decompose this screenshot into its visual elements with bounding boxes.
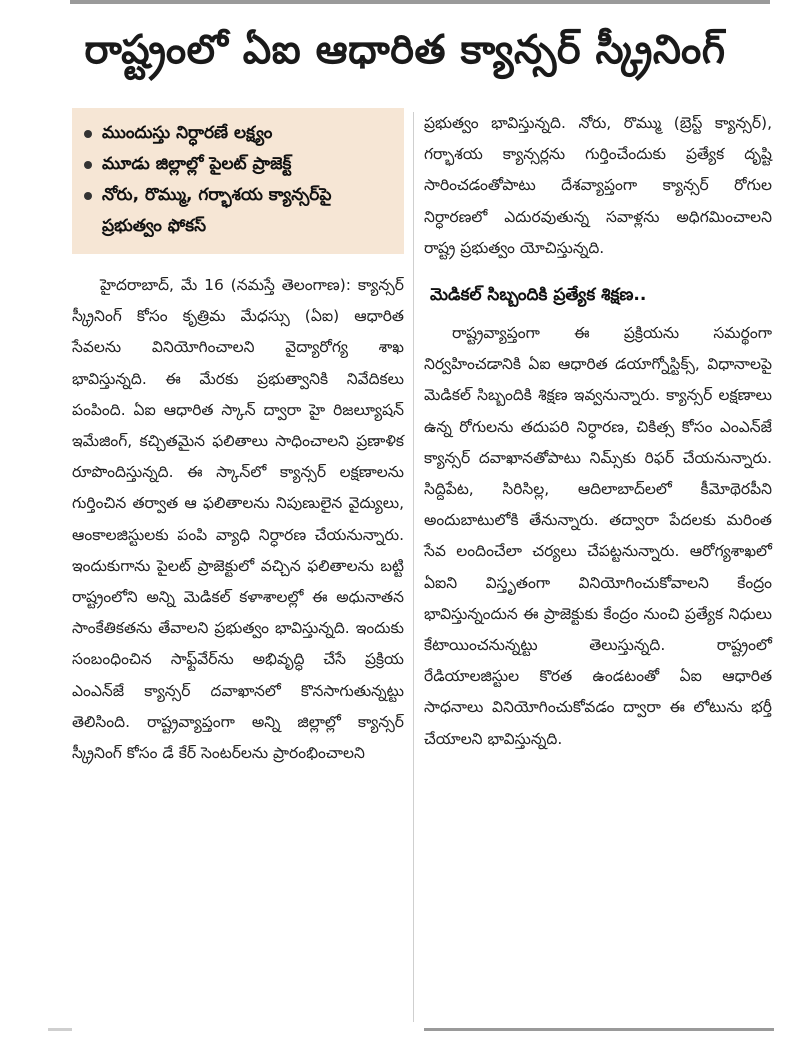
bullet-icon [84, 192, 92, 200]
highlight-text: నోరు, రొమ్ము, గర్భాశయ క్యాన్సర్‌పై ప్రభుత్వం ఫోకస్ [102, 185, 332, 236]
highlights-box [72, 108, 404, 254]
bottom-rule-right [424, 1028, 774, 1031]
subheading: మెడికల్ సిబ్బందికి ప్రత్యేక శిక్షణ.. [430, 285, 647, 306]
column-divider [413, 112, 414, 1022]
right-column [424, 108, 772, 755]
article-body-right-2: రాష్ట్రవ్యాప్తంగా ఈ ప్రక్రియను సమర్థంగా నిర్వహించడానికి ఏఐ ఆధారిత డయాగ్నోస్టిక్స్, విధానాలపై మెడికల్ సిబ్బందికి శిక్షణ ఇవ్వనున్నారు. క్యాన్సర్ లక్షణాలు ఉన్న రోగులను తదుపరి నిర్ధారణ, చికిత్స కోసం ఎంఎన్‌జే క్యాన్సర్ దవాఖానతోపాటు నిమ్స్‌కు రిఫర్ చేయనున్నారు. సిద్దిపేట, సిరిసిల్ల, ఆదిలాబాద్‌లలో కీమోథెరపీని అందుబాటులోకి తేనున్నారు. తద్వారా పేదలకు మరింత సేవ లందించేలా చర్యలు చేపట్టనున్నారు. ఆరోగ్యశాఖలో ఏఐని విస్తృతంగా వినియోగించుకోవాలని కేంద్రం భావిస్తున్నందున ఈ ప్రాజెక్టుకు కేంద్రం నుంచి ప్రత్యేక నిధులు కేటాయించనున్నట్టు తెలుస్తున్నది. రాష్ట్రంలో రేడియాలజిస్టుల కొరత ఉండటంతో ఏఐ ఆధారిత సాధనాలు వినియోగించుకోవడం ద్వారా ఈ లోటును భర్తీ చేయాలని భావిస్తున్నది. [424, 324, 772, 748]
highlight-item [84, 118, 396, 149]
bullet-icon [84, 161, 92, 169]
top-rule [70, 0, 770, 4]
bullet-icon [84, 130, 92, 138]
bottom-rule-left [48, 1028, 72, 1031]
highlight-text: ముందుస్తు నిర్ధారణే లక్ష్యం [102, 123, 273, 143]
article-body-right-1: ప్రభుత్వం భావిస్తున్నది. నోరు, రొమ్ము (బ్రెస్ట్ క్యాన్సర్), గర్భాశయ క్యాన్సర్లను గుర్తించేందుకు ప్రత్యేక దృష్టి సారించడంతోపాటు దేశవ్యాప్తంగా క్యాన్సర్ రోగుల నిర్ధారణలో ఎదురవుతున్న సవాళ్లను అధిగమించాలని రాష్ట్ర ప్రభుత్వం యోచిస్తున్నది. [424, 114, 772, 257]
highlight-text: మూడు జిల్లాల్లో పైలట్ ప్రాజెక్ట్ [102, 154, 292, 174]
highlight-item [84, 180, 396, 242]
article-body-left: హైదరాబాద్, మే 16 (నమస్తే తెలంగాణ): క్యాన్సర్ స్క్రీనింగ్ కోసం కృత్రిమ మేధస్సు (ఏఐ) ఆధారిత సేవలను వినియోగించాలని వైద్యారోగ్య శాఖ భావిస్తున్నది. ఈ మేరకు ప్రభుత్వానికి నివేదికలు పంపింది. ఏఐ ఆధారిత స్కాన్ ద్వారా హై రిజల్యూషన్ ఇమేజింగ్, కచ్చితమైన ఫలితాలు సాధించాలని ప్రణాళిక రూపొందిస్తున్నది. ఈ స్కాన్‌లో క్యాన్సర్ లక్షణాలను గుర్తించిన తర్వాత ఆ ఫలితాలను నిపుణులైన వైద్యులు, ఆంకాలజిస్టులకు పంపి వ్యాధి నిర్ధారణ చేయనున్నారు. ఇందుకుగాను పైలట్ ప్రాజెక్టులో వచ్చిన ఫలితాలను బట్టి రాష్ట్రంలోని అన్ని మెడికల్ కళాశాలల్లో ఈ అధునాతన సాంకేతికతను తేవాలని ప్రభుత్వం భావిస్తున్నది. ఇందుకు సంబంధించిన సాఫ్ట్‌వేర్‌ను అభివృద్ధి చేసే ప్రక్రియ ఎంఎన్‌జే క్యాన్సర్ దవాఖానలో కొనసాగుతున్నట్టు తెలిసింది. రాష్ట్రవ్యాప్తంగా అన్ని జిల్లాల్లో క్యాన్సర్ స్క్రీనింగ్ కోసం డే కేర్ సెంటర్‌లను ప్రారంభించాలని [72, 276, 404, 763]
headline: రాష్ట్రంలో ఏఐ ఆధారిత క్యాన్సర్ స్క్రీనింగ్ [84, 27, 726, 73]
highlight-item [84, 149, 396, 180]
left-column [72, 108, 404, 769]
